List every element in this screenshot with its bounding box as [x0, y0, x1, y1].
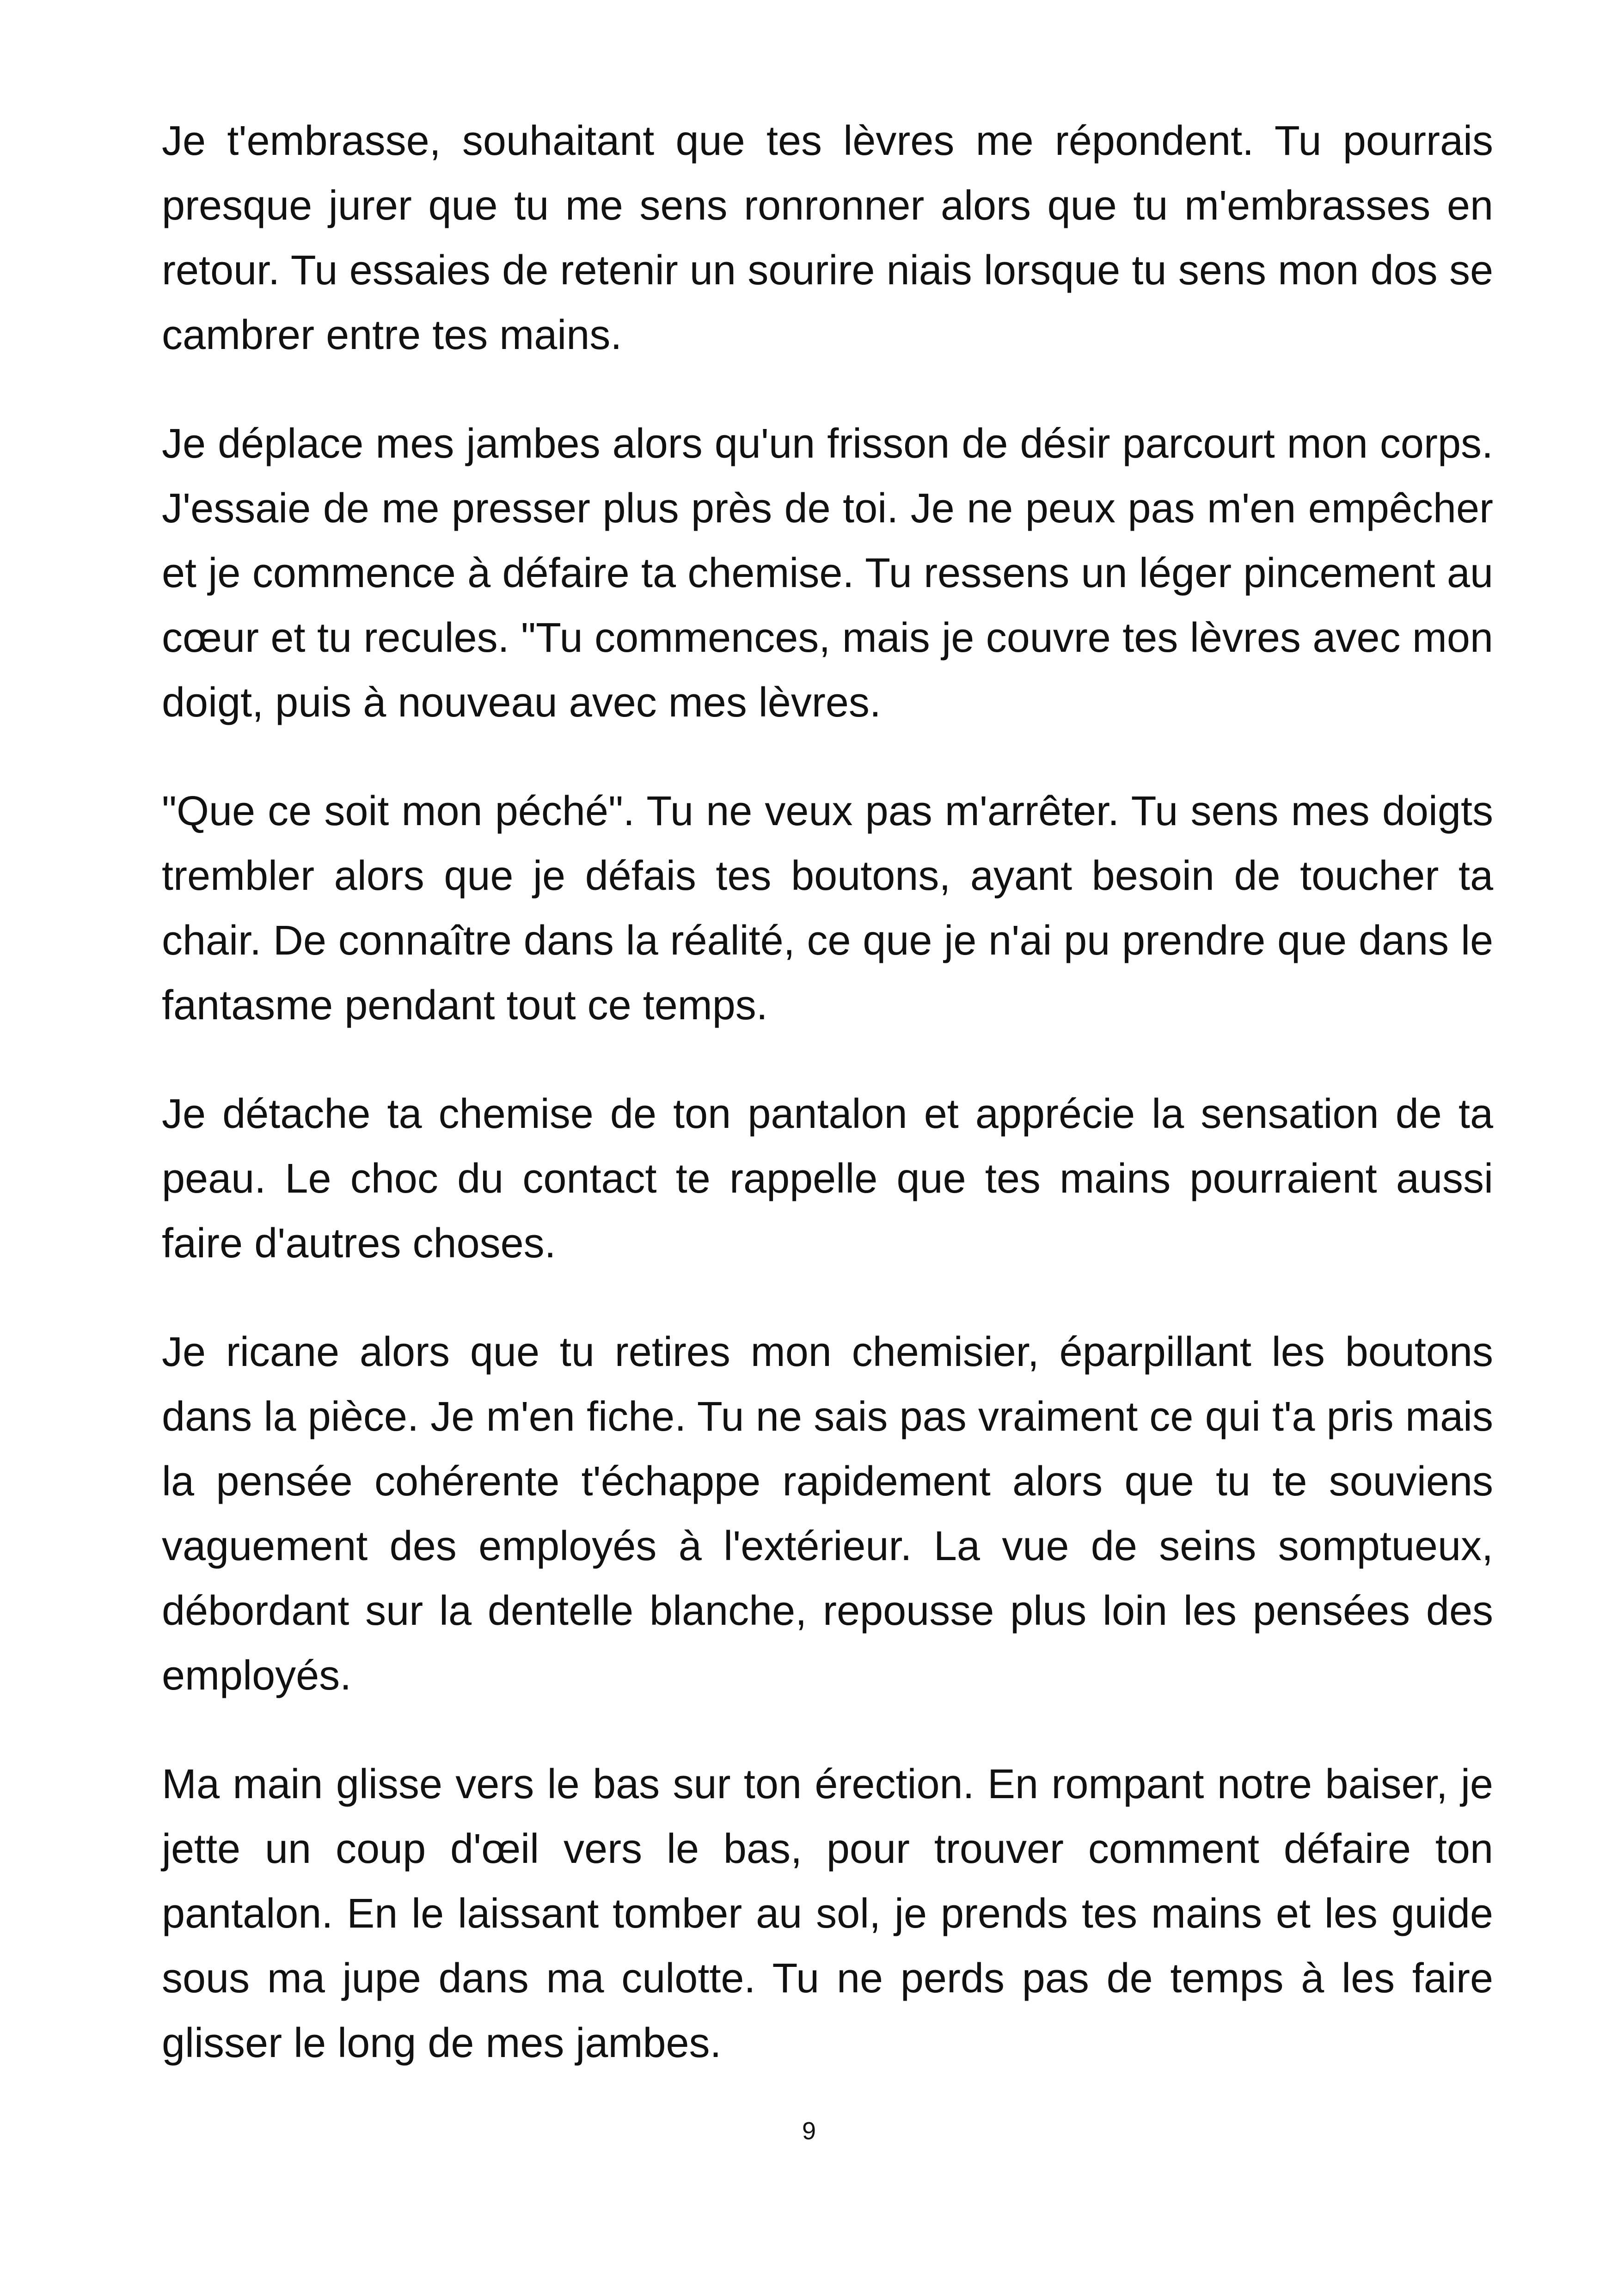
paragraph: "Que ce soit mon péché". Tu ne veux pas m'arrêter. Tu sens mes doigts trembler alors que je défais tes boutons, ayant besoin de toucher ta chair. De connaître dans la réalité, ce que je n'ai pu prendre que dans le fantasme pendant tout ce temps. [162, 788, 1493, 1029]
paragraph: Je déplace mes jambes alors qu'un frisson de désir parcourt mon corps. J'essaie de me presser plus près de toi. Je ne peux pas m'en empêcher et je commence à défaire ta chemise. Tu ressens un léger pincement au cœur et tu recules. "Tu commences, mais je couvre tes lèvres avec mon doigt, puis à nouveau avec mes lèvres. [162, 421, 1493, 726]
page-number: 9 [802, 2117, 816, 2145]
paragraph: Ma main glisse vers le bas sur ton érection. En rompant notre baiser, je jette un coup d'œil vers le bas, pour trouver comment défaire ton pantalon. En le laissant tomber au sol, je prends tes mains et les guide sous ma jupe dans ma culotte. Tu ne perds pas de temps à les faire glisser le long de mes jambes. [162, 1761, 1493, 2066]
body-text [162, 109, 1493, 2119]
paragraph: Je détache ta chemise de ton pantalon et apprécie la sensation de ta peau. Le choc du contact te rappelle que tes mains pourraient aussi faire d'autres choses. [162, 1091, 1493, 1267]
paragraph: Je t'embrasse, souhaitant que tes lèvres me répondent. Tu pourrais presque jurer que tu me sens ronronner alors que tu m'embrasses en retour. Tu essaies de retenir un sourire niais lorsque tu sens mon dos se cambrer entre tes mains. [162, 118, 1493, 358]
paragraph: Je ricane alors que tu retires mon chemisier, éparpillant les boutons dans la pièce. Je m'en fiche. Tu ne sais pas vraiment ce qui t'a pris mais la pensée cohérente t'échappe rapidement alors que tu te souviens vaguement des employés à l'extérieur. La vue de seins somptueux, débordant sur la dentelle blanche, repousse plus loin les pensées des employés. [162, 1329, 1493, 1699]
